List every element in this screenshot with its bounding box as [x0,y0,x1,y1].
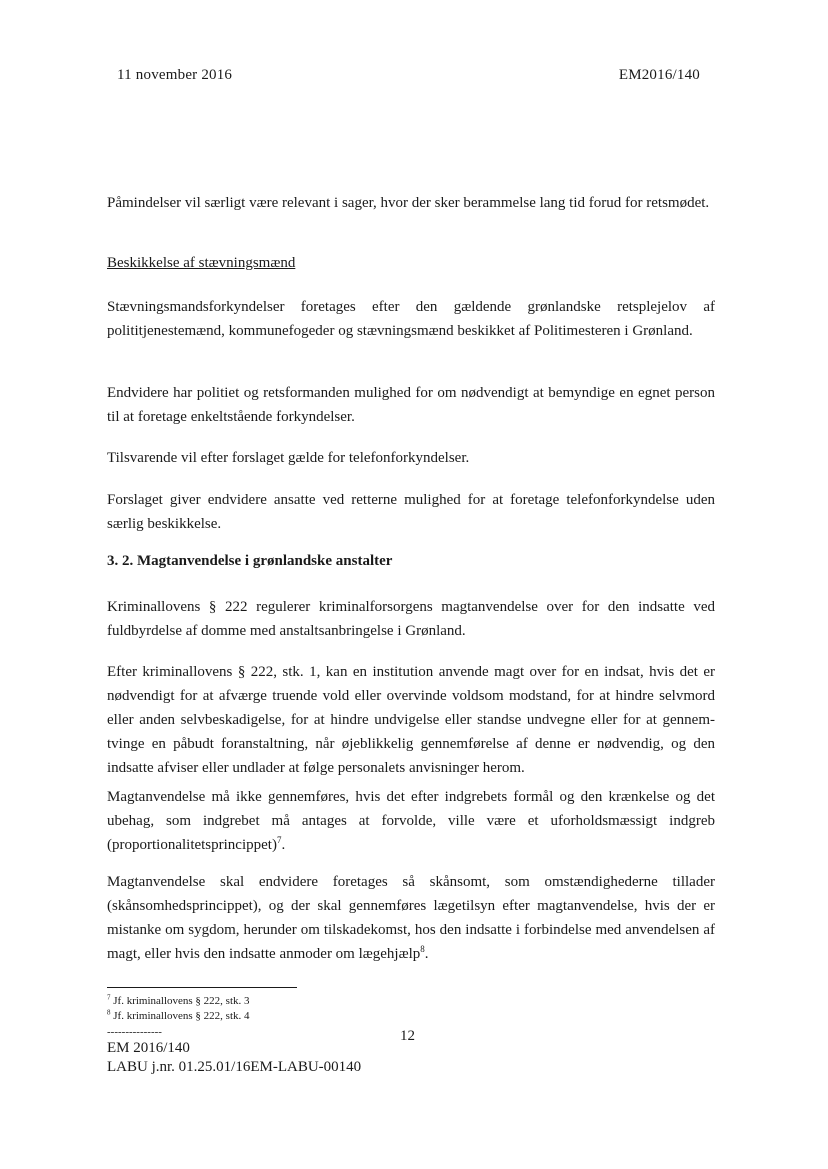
footnote-ref-7: 7 [276,835,282,845]
proportionality-text: Magtanvendelse må ikke gennemføres, hvis det efter indgrebets formål og den krænkelse og det ubehag, som indgrebet må antages at forvolde, ville være et uforholdsmæssigt indgreb (proportionalitetsprincippet) [107,789,715,853]
footnote [107,1009,250,1023]
footnote-number: 7 [107,993,111,1002]
section-heading-appointment: Beskikkelse af stævningsmænd [107,255,296,271]
paragraph-reminders: Påmindelser vil særligt være relevant i sager, hvor der sker berammelse lang tid forud for retsmødet. [107,195,710,211]
footnote [107,994,250,1008]
header-reference: EM2016/140 [618,67,700,83]
footnote-text: Jf. kriminallovens § 222, stk. 3 [113,995,250,1007]
footer-case-number: EM 2016/140 [107,1040,190,1056]
paragraph-criminal-code-222: Kriminallovens § 222 regulerer kriminalforsorgens magtanvendelse over for den indsatte ved fuldbyrdelse af domme med anstaltsanbringelse i Grønland. [107,599,715,639]
period: . [424,946,429,962]
paragraph-proportionality [107,785,715,857]
period: . [281,837,286,853]
page-number: 12 [400,1028,415,1044]
paragraph-force-conditions: Efter kriminallovens § 222, stk. 1, kan en institution anvende magt over for en indsat, hvis det er nødvendigt for at afværge truende vold eller overvinde voldsom modstand, for at hindre selvmord eller anden selvbeskadigelse, for at hindre undvigelse eller standse undvegne eller for at gennem-tvinge en påbudt foranstaltning, når øjeblikkelig gennemførelse af denne er nødvendig, og den indsatte afviser eller undlader at følge personalets anvisninger herom. [107,664,715,776]
paragraph-gentleness [107,870,715,966]
paragraph-court-staff: Forslaget giver endvidere ansatte ved retterne mulighed for at foretage telefonforkyndelse uden særlig beskikkelse. [107,492,715,532]
section-heading-use-of-force: 3. 2. Magtanvendelse i grønlandske anstalter [107,553,393,569]
footnote-text: Jf. kriminallovens § 222, stk. 4 [113,1010,250,1022]
paragraph-authorization: Endvidere har politiet og retsformanden mulighed for om nødvendigt at bemyndige en egnet person til at foretage enkeltstående forkyndelser. [107,385,715,425]
footer-separator: --------------- [107,1026,162,1038]
footer-journal-number: LABU j.nr. 01.25.01/16EM-LABU-00140 [107,1059,362,1075]
paragraph-telephone-service: Tilsvarende vil efter forslaget gælde for telefonforkyndelser. [107,450,470,466]
footnote-ref-8: 8 [420,944,425,954]
gentleness-text: Magtanvendelse skal endvidere foretages så skånsomt, som omstændighederne tillader (skånsomhedsprincippet), og der skal gennemføres lægetilsyn efter magtanvendelse, hvis der er mistanke om sygdom, herunder om tilskadekomst, hos den indsatte i forbindelse med anvendelsen af magt, eller hvis den indsatte anmoder om lægehjælp [107,874,715,962]
footnote-number: 8 [107,1008,111,1017]
paragraph-service-officers: Stævningsmandsforkyndelser foretages efter den gældende grønlandske retsplejelov af polititjenestemænd, kommunefogeder og stævningsmænd beskikket af Politimesteren i Grønland. [107,299,715,339]
footnote-divider [107,987,297,988]
header-date: 11 november 2016 [117,67,233,83]
